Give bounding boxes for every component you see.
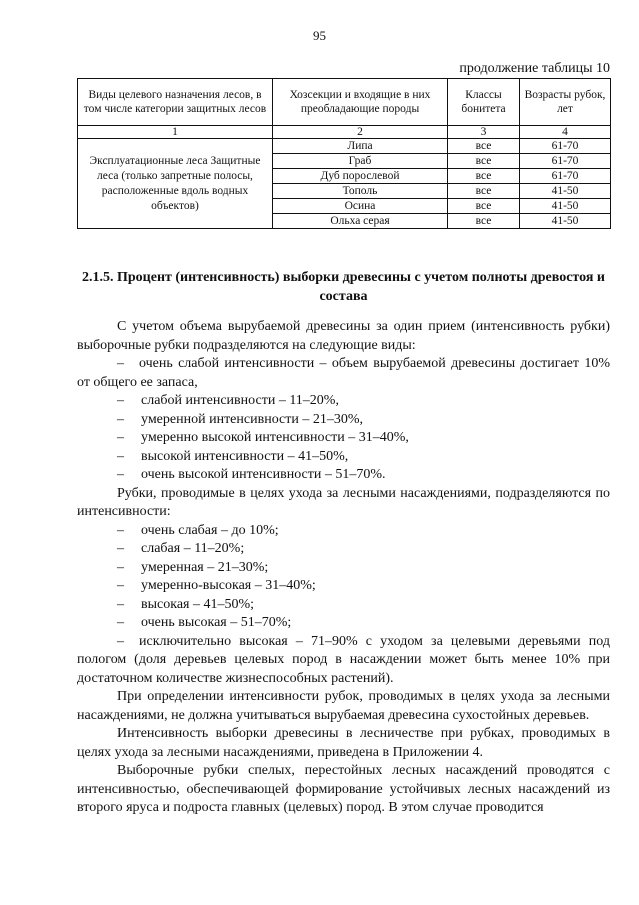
list-item: [77, 392, 610, 411]
bullet-dash: –: [117, 559, 124, 575]
column-number: 2: [273, 126, 448, 139]
species-cell: Граб: [273, 154, 448, 169]
cutting-age-table: [77, 78, 611, 229]
bullet-dash: –: [117, 430, 124, 445]
bullet-dash: –: [117, 411, 124, 427]
bonitet-cell: все: [448, 169, 520, 184]
table-continuation-label: продолжение таблицы 10: [459, 61, 610, 76]
list-item-text: высокой интенсивности – 41–50%,: [141, 448, 349, 464]
list-item: [77, 448, 610, 467]
list-item-text: высокая – 41–50%;: [141, 596, 255, 612]
species-cell: Липа: [273, 139, 448, 154]
bullet-dash: –: [117, 596, 124, 612]
list-item-text: исключительно высокая – 71–90% с уходом за целевыми деревьями под пологом (доля деревьев целевых пород в насаждении может быть менее 10% при достаточном количестве жизнеспособных растений).: [77, 633, 610, 686]
section-body: [77, 318, 610, 818]
list-item-text: очень высокая – 51–70%;: [141, 615, 292, 630]
species-cell: Ольха серая: [273, 214, 448, 229]
bullet-dash: –: [117, 578, 124, 593]
bullet-dash: –: [117, 522, 124, 538]
list-item: [77, 596, 610, 615]
list-item: [77, 355, 610, 392]
bonitet-cell: все: [448, 184, 520, 199]
age-cell: 41-50: [520, 214, 611, 229]
list-item: [77, 466, 610, 485]
table-header-row: [78, 79, 611, 126]
list-item-text: очень слабой интенсивности – объем вырубаемой древесины достигает 10% от общего ее запаса,: [77, 356, 610, 390]
list-item-text: слабая – 11–20%;: [141, 541, 245, 556]
header-purpose: Виды целевого назначения лесов, в том числе категории защитных лесов: [78, 79, 273, 126]
bonitet-cell: все: [448, 214, 520, 229]
column-number: 3: [448, 126, 520, 139]
list-item-text: очень слабая – до 10%;: [141, 522, 279, 538]
table-column-number-row: [78, 126, 611, 139]
paragraph: Рубки, проводимые в целях ухода за лесными насаждениями, подразделяются по интенсивности:: [77, 485, 610, 519]
bullet-dash: –: [117, 633, 124, 649]
list-item: [77, 522, 610, 541]
bonitet-cell: все: [448, 139, 520, 154]
list-item-text: слабой интенсивности – 11–20%,: [141, 393, 339, 408]
list-item-text: умеренной интенсивности – 21–30%,: [141, 411, 364, 427]
bullet-dash: –: [117, 448, 124, 464]
section-heading: 2.1.5. Процент (интенсивность) выборки древесины с учетом полноты древостоя и состава: [82, 270, 605, 304]
list-item: [77, 559, 610, 578]
bullet-dash: –: [117, 356, 124, 371]
header-ages: Возрасты рубок, лет: [520, 79, 611, 126]
list-item-text: умеренная – 21–30%;: [141, 559, 269, 575]
species-cell: Тополь: [273, 184, 448, 199]
bullet-dash: –: [117, 541, 124, 556]
list-item: [77, 540, 610, 559]
age-cell: 61-70: [520, 139, 611, 154]
list-item: [77, 633, 610, 689]
paragraph: Выборочные рубки спелых, перестойных лесных насаждений проводятся с интенсивностью, обеспечивающей формирование устойчивых лесных насаждений из второго яруса и подроста главных (целевых) пород. В этом случае проводится: [77, 763, 610, 815]
age-cell: 61-70: [520, 154, 611, 169]
bullet-dash: –: [117, 615, 124, 630]
paragraph: Интенсивность выборки древесины в лесничестве при рубках, проводимых в целях ухода за лесными насаждениями, приведена в Приложении 4.: [77, 726, 610, 760]
list-item-text: умеренно высокой интенсивности – 31–40%,: [141, 430, 409, 445]
bonitet-cell: все: [448, 154, 520, 169]
bonitet-cell: все: [448, 199, 520, 214]
column-number: 4: [520, 126, 611, 139]
list-item-text: умеренно-высокая – 31–40%;: [141, 578, 316, 593]
list-item: [77, 411, 610, 430]
species-cell: Дуб порослевой: [273, 169, 448, 184]
species-cell: Осина: [273, 199, 448, 214]
age-cell: 41-50: [520, 199, 611, 214]
list-item-text: очень высокой интенсивности – 51–70%.: [141, 467, 386, 482]
page-number: 95: [313, 28, 326, 43]
paragraph: При определении интенсивности рубок, проводимых в целях ухода за лесными насаждениями, не должна учитываться вырубаемая древесина сухостойных деревьев.: [77, 689, 610, 723]
list-item: [77, 614, 610, 633]
age-cell: 41-50: [520, 184, 611, 199]
age-cell: 61-70: [520, 169, 611, 184]
header-bonitet: Классы бонитета: [448, 79, 520, 126]
list-item: [77, 577, 610, 596]
list-item: [77, 429, 610, 448]
column-number: 1: [78, 126, 273, 139]
header-sections: Хозсекции и входящие в них преобладающие породы: [273, 79, 448, 126]
bullet-dash: –: [117, 393, 124, 408]
forest-category-cell: Эксплуатационные леса Защитные леса (только запретные полосы, расположенные вдоль водных объектов): [78, 139, 273, 229]
table-row: [78, 139, 611, 154]
paragraph: С учетом объема вырубаемой древесины за один прием (интенсивность рубки) выборочные рубки подразделяются на следующие виды:: [77, 319, 610, 353]
bullet-dash: –: [117, 467, 124, 482]
